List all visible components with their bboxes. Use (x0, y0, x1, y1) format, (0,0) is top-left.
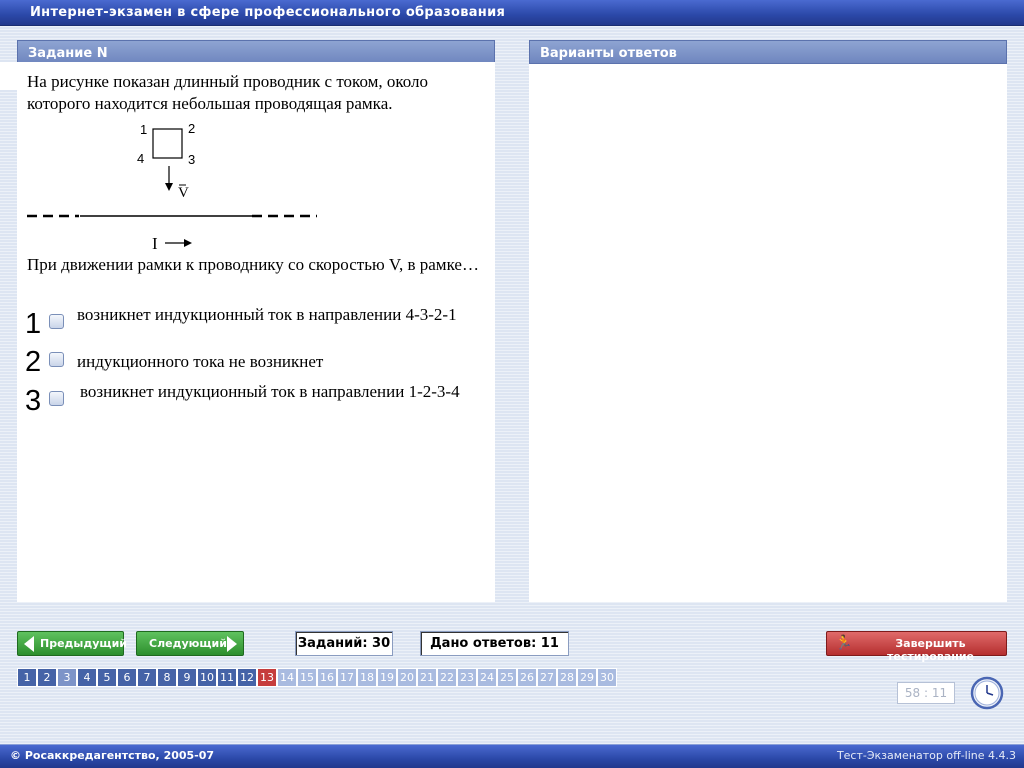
question-number-24[interactable]: 24 (477, 668, 497, 687)
previous-label: Предыдущий (40, 637, 128, 650)
question-number-3[interactable]: 3 (57, 668, 77, 687)
question-number-10[interactable]: 10 (197, 668, 217, 687)
answers-panel-header (529, 40, 1007, 64)
conducting-frame (153, 129, 182, 158)
question-number-15[interactable]: 15 (297, 668, 317, 687)
question-number-18[interactable]: 18 (357, 668, 377, 687)
footer (0, 744, 1024, 768)
next-label: Следующий (149, 637, 227, 650)
question-number-25[interactable]: 25 (497, 668, 517, 687)
option-text: индукционного тока не возникнет (77, 352, 324, 371)
corner-label-3: 3 (188, 152, 196, 167)
corner-label-2: 2 (188, 121, 196, 136)
answers-panel-title: Варианты ответов (540, 46, 677, 61)
option-number: 2 (25, 346, 42, 378)
velocity-arrowhead (165, 183, 173, 191)
next-button[interactable] (136, 631, 244, 656)
question-number-7[interactable]: 7 (137, 668, 157, 687)
previous-button[interactable] (17, 631, 128, 656)
option-number: 1 (25, 308, 42, 340)
option-checkbox[interactable] (49, 314, 64, 329)
copyright-text: © Росаккредагентство, 2005-07 (10, 749, 215, 762)
option-text: возникнет индукционный ток в направлении 1-2-3-4 (80, 382, 460, 401)
physics-figure (17, 40, 495, 255)
option-checkbox[interactable] (49, 352, 64, 367)
arrow-left-icon (24, 636, 34, 652)
answer-option-2[interactable] (25, 346, 485, 386)
question-number-4[interactable]: 4 (77, 668, 97, 687)
arrow-right-icon (227, 636, 237, 652)
current-label: I (152, 234, 158, 253)
velocity-label: V (178, 185, 189, 201)
question-number-2[interactable]: 2 (37, 668, 57, 687)
question-number-20[interactable]: 20 (397, 668, 417, 687)
question-number-22[interactable]: 22 (437, 668, 457, 687)
title-bar (0, 0, 1024, 26)
question-number-17[interactable]: 17 (337, 668, 357, 687)
question-number-12[interactable]: 12 (237, 668, 257, 687)
finish-test-button[interactable] (826, 631, 1007, 663)
question-intro: На рисунке показан длинный проводник с током, около которого находится небольшая проводящая рамка. (27, 72, 429, 113)
version-text: Тест-Экзаменатор off-line 4.4.3 (836, 749, 1016, 762)
question-number-21[interactable]: 21 (417, 668, 437, 687)
answer-option-1[interactable] (25, 305, 485, 348)
answers-given-count: Дано ответов: 11 (420, 631, 569, 656)
question-number-29[interactable]: 29 (577, 668, 597, 687)
answer-option-3[interactable] (25, 382, 485, 425)
option-text: возникнет индукционный ток в направлении 4-3-2-1 (77, 305, 457, 324)
option-number: 3 (25, 385, 42, 417)
timer-display: 58 : 11 (897, 682, 955, 704)
question-number-27[interactable]: 27 (537, 668, 557, 687)
question-number-9[interactable]: 9 (177, 668, 197, 687)
current-arrowhead (184, 239, 192, 247)
clock-icon (970, 676, 1004, 710)
question-number-5[interactable]: 5 (97, 668, 117, 687)
corner-label-1: 1 (140, 122, 148, 137)
task-panel-title: Задание N (28, 46, 108, 61)
question-number-14[interactable]: 14 (277, 668, 297, 687)
question-number-23[interactable]: 23 (457, 668, 477, 687)
question-number-16[interactable]: 16 (317, 668, 337, 687)
question-text: При движении рамки к проводнику со скоростью V, в рамке… (27, 255, 479, 274)
question-number-1[interactable]: 1 (17, 668, 37, 687)
question-number-11[interactable]: 11 (217, 668, 237, 687)
corner-label-4: 4 (137, 151, 145, 166)
answers-panel (529, 40, 1007, 602)
option-checkbox[interactable] (49, 391, 64, 406)
question-number-strip (17, 668, 617, 688)
question-number-6[interactable]: 6 (117, 668, 137, 687)
running-man-exit-icon: 🏃 (835, 635, 853, 651)
app-title: Интернет-экзамен в сфере профессионального образования (30, 5, 506, 20)
question-number-8[interactable]: 8 (157, 668, 177, 687)
task-panel (17, 40, 495, 602)
question-number-13[interactable]: 13 (257, 668, 277, 687)
question-number-19[interactable]: 19 (377, 668, 397, 687)
finish-label: Завершить тестирование (886, 637, 975, 663)
tasks-count: Заданий: 30 (295, 631, 393, 656)
question-number-30[interactable]: 30 (597, 668, 617, 687)
question-number-28[interactable]: 28 (557, 668, 577, 687)
question-number-26[interactable]: 26 (517, 668, 537, 687)
